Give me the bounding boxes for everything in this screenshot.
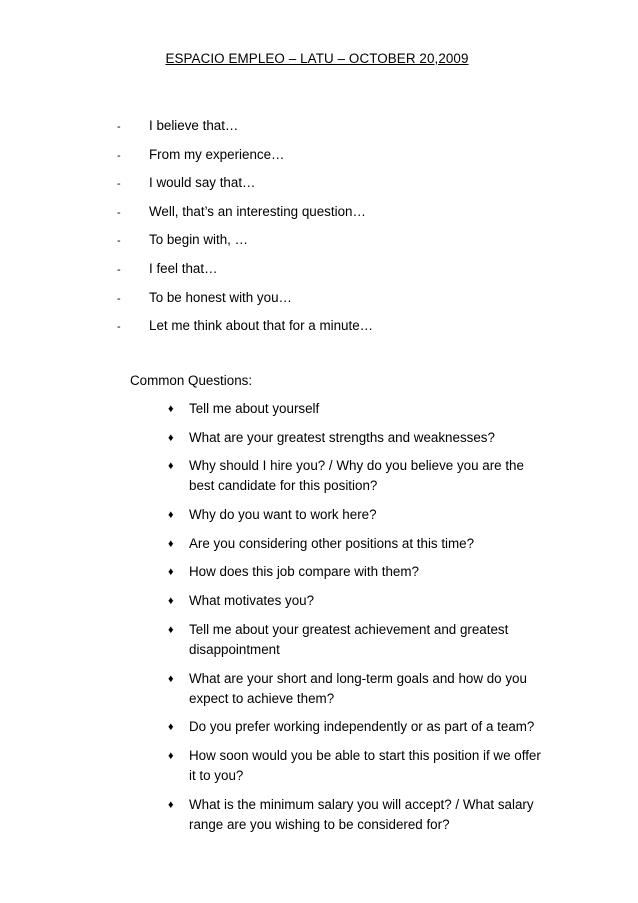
phrase-item — [117, 230, 373, 259]
question-item — [166, 669, 546, 709]
diamond-bullet-icon: ♦ — [168, 460, 174, 473]
phrase-text: From my experience… — [149, 146, 285, 162]
question-item — [166, 620, 546, 660]
question-text: How does this job compare with them? — [189, 564, 419, 580]
phrase-item — [117, 145, 373, 174]
phrase-list — [117, 116, 373, 345]
dash-marker: - — [117, 178, 121, 191]
phrase-item — [117, 288, 373, 317]
question-text: What are your greatest strengths and weaknesses? — [189, 429, 495, 445]
diamond-bullet-icon: ♦ — [168, 798, 174, 811]
question-list — [166, 399, 546, 843]
document-title: ESPACIO EMPLEO – LATU – OCTOBER 20,2009 — [165, 51, 469, 66]
diamond-bullet-icon: ♦ — [168, 537, 174, 550]
dash-marker: - — [117, 292, 121, 305]
question-item — [166, 795, 546, 835]
question-item — [166, 399, 546, 419]
phrase-item — [117, 173, 373, 202]
phrase-text: I would say that… — [149, 175, 256, 191]
phrase-text: To begin with, … — [149, 232, 248, 248]
question-text: Do you prefer working independently or as part of a team? — [189, 719, 535, 735]
question-text: What is the minimum salary you will accept? / What salary range are you wishing to be considered for? — [189, 796, 534, 832]
question-text: Are you considering other positions at this time? — [189, 535, 475, 551]
question-text: What are your short and long-term goals and how do you expect to achieve them? — [189, 670, 527, 706]
diamond-bullet-icon: ♦ — [168, 623, 174, 636]
diamond-bullet-icon: ♦ — [168, 749, 174, 762]
question-item — [166, 591, 546, 611]
dash-marker: - — [117, 321, 121, 334]
dash-marker: - — [117, 121, 121, 133]
question-item — [166, 746, 546, 786]
phrase-item — [117, 202, 373, 231]
question-item — [166, 456, 546, 496]
question-text: What motivates you? — [189, 593, 315, 609]
question-item — [166, 534, 546, 554]
phrase-text: Let me think about that for a minute… — [149, 318, 374, 334]
phrase-item — [117, 259, 373, 288]
diamond-bullet-icon: ♦ — [168, 721, 174, 734]
question-text: Why do you want to work here? — [189, 507, 377, 523]
dash-marker: - — [117, 263, 121, 276]
diamond-bullet-icon: ♦ — [168, 403, 174, 415]
question-text: Tell me about yourself — [189, 401, 320, 416]
question-item — [166, 505, 546, 525]
dash-marker: - — [117, 206, 121, 219]
question-item — [166, 428, 546, 448]
question-text: Why should I hire you? / Why do you believe you are the best candidate for this position? — [189, 458, 524, 494]
phrase-text: I believe that… — [149, 118, 239, 133]
question-text: Tell me about your greatest achievement and greatest disappointment — [189, 621, 509, 657]
phrase-item — [117, 316, 373, 345]
diamond-bullet-icon: ♦ — [168, 566, 174, 579]
diamond-bullet-icon: ♦ — [168, 431, 174, 444]
dash-marker: - — [117, 235, 121, 248]
question-item — [166, 562, 546, 582]
phrase-text: Well, that’s an interesting question… — [149, 203, 366, 219]
diamond-bullet-icon: ♦ — [168, 509, 174, 522]
diamond-bullet-icon: ♦ — [168, 672, 174, 685]
question-text: How soon would you be able to start this position if we offer it to you? — [189, 747, 541, 783]
diamond-bullet-icon: ♦ — [168, 595, 174, 608]
question-item — [166, 717, 546, 737]
phrase-text: I feel that… — [149, 260, 218, 276]
phrase-text: To be honest with you… — [149, 289, 292, 305]
questions-heading: Common Questions: — [130, 373, 253, 388]
phrase-item — [117, 116, 373, 145]
dash-marker: - — [117, 149, 121, 162]
